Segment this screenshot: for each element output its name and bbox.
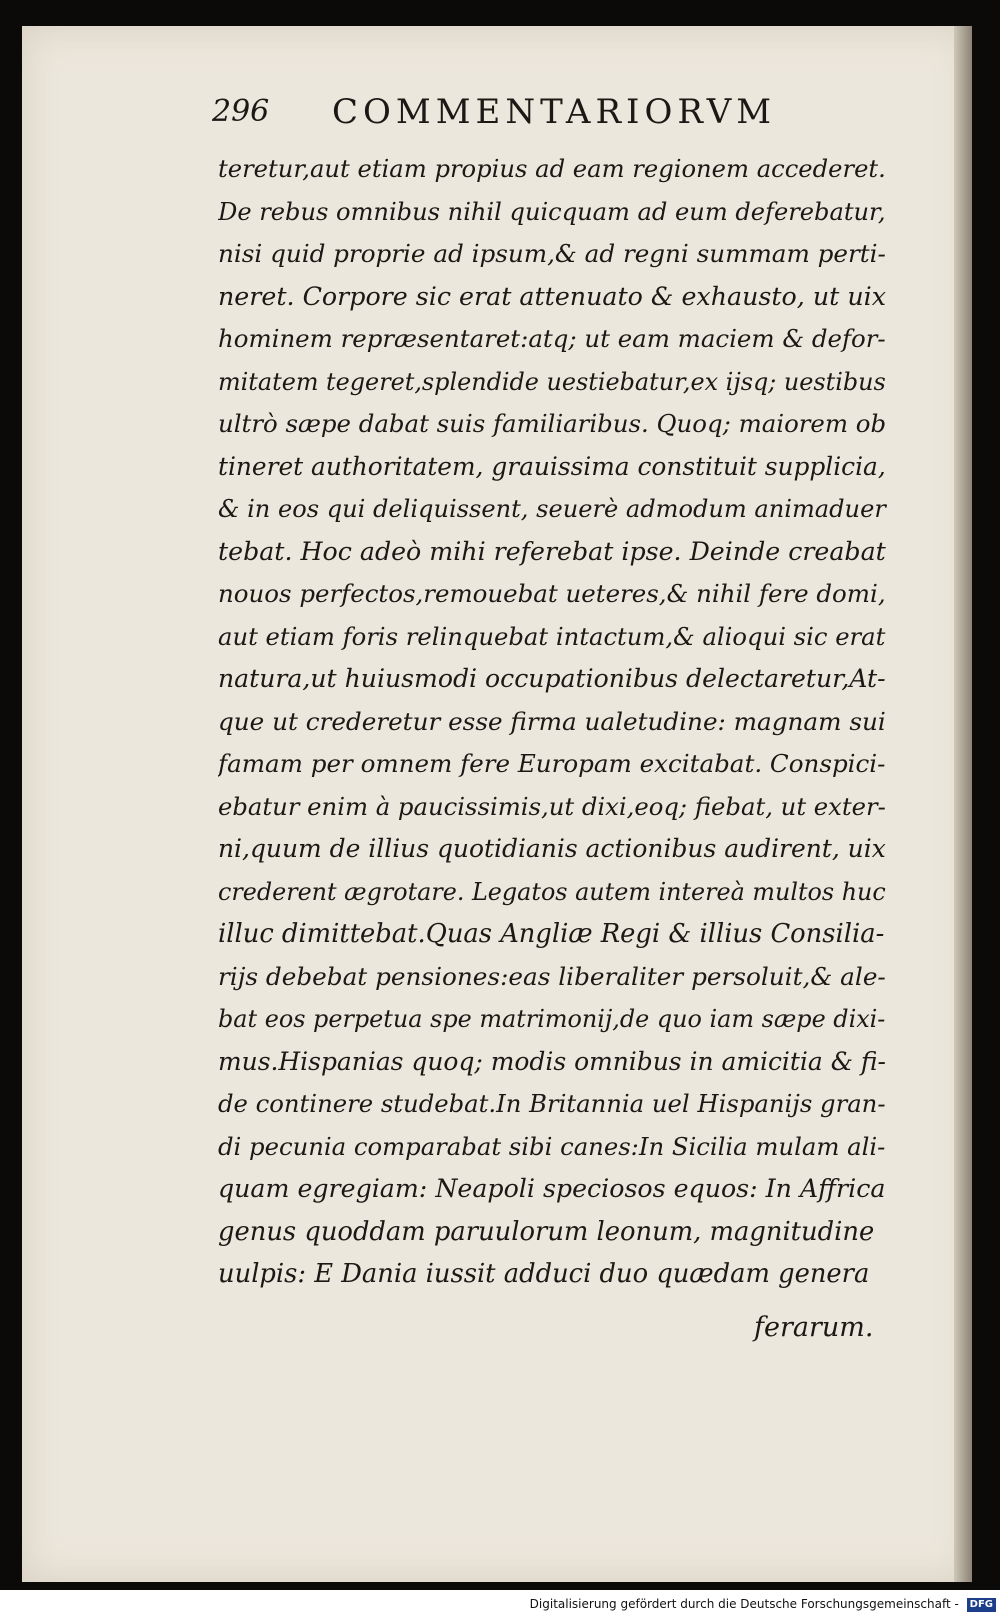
page-header [212,84,832,134]
text-line: ultrò sæpe dabat suis familiaribus. Quoq; maiorem ob [218,409,887,438]
text-line: uulpis: E Dania iussit adduci duo quædam genera [218,1259,870,1289]
text-line: neret. Corpore sic erat attenuato & exhausto, ut uix [218,281,886,311]
text-line: rijs debebat pensiones:eas liberaliter persoluit,& ale- [218,961,886,991]
text-line: nouos perfectos,remouebat ueteres,& nihil fere domi, [218,579,886,608]
text-line: mus.Hispanias quoq; modis omnibus in amicitia & fi- [218,1046,886,1076]
text-line: que ut crederetur esse firma ualetudine: magnam sui [218,706,886,736]
text-line: hominem repræsentaret:atq; ut eam maciem & defor- [218,324,886,353]
page-edge [954,26,972,1582]
text-line: ebatur enim à paucissimis,ut dixi,eoq; fiebat, ut exter- [218,791,886,821]
text-line: de continere studebat.In Britannia uel Hispanijs gran- [218,1089,886,1118]
text-line: tebat. Hoc adeò mihi referebat ipse. Deinde creabat [218,536,886,566]
text-line: bat eos perpetua spe matrimonij,de quo iam sæpe dixi- [218,1005,886,1033]
text-line: teretur,aut etiam propius ad eam regionem accederet. [218,154,886,183]
text-line: nisi quid proprie ad ipsum,& ad regni summam perti- [218,239,886,268]
text-line: di pecunia comparabat sibi canes:In Sicilia mulam ali- [218,1131,886,1161]
text-line: genus quoddam paruulorum leonum, magnitudine [218,1216,875,1247]
footer-credit-text: Digitalisierung gefördert durch die Deutsche Forschungsgemeinschaft - [529,1597,959,1611]
body-text [218,148,918,1296]
dfg-logo: DFG [967,1598,996,1612]
text-line: crederent ægrotare. Legatos autem intereà multos huc [218,877,886,906]
running-head: COMMENTARIORVM [332,92,777,132]
text-line: aut etiam foris relinquebat intactum,& alioqui sic erat [218,621,886,651]
text-line: natura,ut huiusmodi occupationibus delectaretur,At- [218,664,886,693]
text-line: De rebus omnibus nihil quicquam ad eum deferebatur, [218,197,886,226]
text-line: tineret authoritatem, grauissima constituit supplicia, [218,451,886,481]
text-line: ni,quum de illius quotidianis actionibus audirent, uix [218,834,886,863]
catchword: ferarum. [754,1312,874,1343]
text-line: quam egregiam: Neapoli speciosos equos: In Affrica [218,1174,886,1203]
page-number: 296 [212,94,270,129]
footer-credit [0,1593,996,1615]
text-line: famam per omnem fere Europam excitabat. Conspici- [218,749,886,778]
text-line: & in eos qui deliquissent, seuerè admodum animaduer [218,495,886,523]
text-line: illuc dimittebat.Quas Angliæ Regi & illius Consilia- [218,919,885,949]
text-line: mitatem tegeret,splendide uestiebatur,ex ijsq; uestibus [218,367,886,396]
